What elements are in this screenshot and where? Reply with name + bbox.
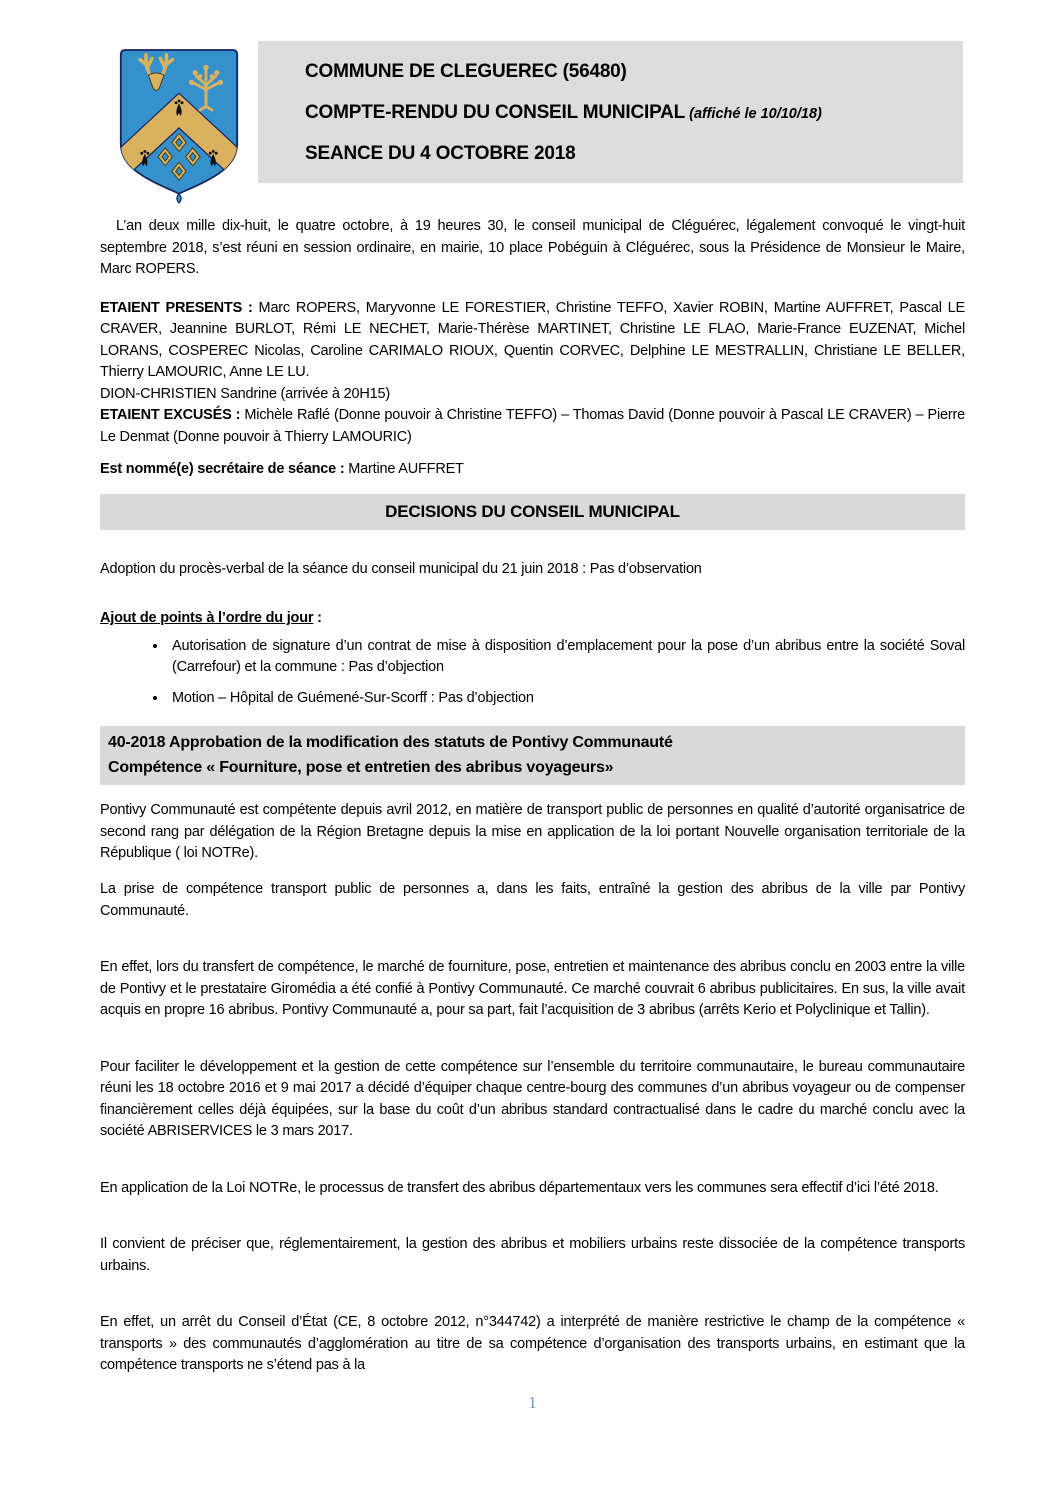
- body-paragraph: La prise de compétence transport public de personnes a, dans les faits, entraîné la gestion des abribus de la ville par Pontivy Communauté.: [100, 881, 965, 919]
- session-date: SEANCE DU 4 OCTOBRE 2018: [305, 143, 576, 164]
- adoption-line: Adoption du procès-verbal de la séance du conseil municipal du 21 juin 2018 : Pas d’observation: [100, 560, 702, 577]
- document-title-box: [258, 41, 963, 183]
- late-arrival-note: DION-CHRISTIEN Sandrine (arrivée à 20H15): [100, 385, 390, 402]
- excused-label: ETAIENT EXCUSÉS :: [100, 407, 241, 423]
- agenda-item: • Motion – Hôpital de Guémené-Sur-Scorff : Pas d’objection: [168, 688, 965, 710]
- agenda-item: • Autorisation de signature d’un contrat de mise à disposition d’emplacement pour la pose d’un abribus entre la société Soval (Carrefour) et la commune : Pas d’objection: [168, 636, 965, 679]
- deliberation-heading: [100, 726, 965, 785]
- deliberation-heading-line2: Compétence « Fourniture, pose et entretien des abribus voyageurs»: [108, 759, 614, 776]
- body-paragraph: Pour faciliter le développement et la gestion de cette compétence sur l’ensemble du territoire communautaire, le bureau communautaire réuni les 18 octobre 2016 et 9 mai 2017 a décidé d’équiper chaque centre-bourg des communes d’un abribus voyageur ou de compenser financièrement celles déjà équipées, sur la base du coût d’un abribus standard contractualisé dans le cadre du marché conclu avec la société ABRISERVICES le 3 mars 2017.: [100, 1058, 965, 1139]
- present-list: [100, 298, 965, 384]
- body-paragraph: En effet, lors du transfert de compétence, le marché de fourniture, pose, entretien et maintenance des abribus conclu en 2003 entre la ville de Pontivy et le prestataire Giromédia a été confié à Pontivy Communauté. Ce marché couvrait 6 abribus publicitaires. En sus, la ville avait acquis en propre 16 abribus. Pontivy Communauté a, pour sa part, fait l’acquisition de 3 abribus (arrêts Kerio et Polyclinique et Tallin).: [100, 959, 965, 1018]
- report-title-main: COMPTE-RENDU DU CONSEIL MUNICIPAL: [305, 102, 686, 123]
- body-paragraph: En effet, un arrêt du Conseil d’État (CE, 8 octobre 2012, n°344742) a interprété de manière restrictive le champ de la compétence « transports » des communautés d’agglomération au titre de sa compétence d’organisation des transports urbains, en estimant que la compétence transports ne s’étend pas à la: [100, 1314, 965, 1373]
- present-label: ETAIENT PRESENTS :: [100, 299, 253, 316]
- body-paragraph: En application de la Loi NOTRe, le processus de transfert des abribus départementaux vers les communes sera effectif d’ici l’été 2018.: [100, 1179, 939, 1196]
- attendance-block: [100, 298, 965, 449]
- secretary-label: Est nommé(e) secrétaire de séance :: [100, 461, 345, 477]
- agenda-list: [100, 636, 965, 710]
- decisions-banner: DECISIONS DU CONSEIL MUNICIPAL: [100, 494, 965, 530]
- secretary-line: [100, 459, 965, 481]
- present-names: Marc ROPERS, Maryvonne LE FORESTIER, Christine TEFFO, Xavier ROBIN, Martine AUFFRET, Pascal LE CRAVER, Jeannine BURLOT, Rémi LE NECHET, Marie-Thérèse MARTINET, Christine LE FLAO, Marie-France EUZENAT, Michel LORANS, COSPEREC Nicolas, Caroline CARIMALO RIOUX, Quentin CORVEC, Delphine LE MESTRALLIN, Christiane LE BELLER, Thierry LAMOURIC, Anne LE LU.: [100, 299, 965, 380]
- secretary-name: Martine AUFFRET: [344, 461, 464, 477]
- commune-title: COMMUNE DE CLEGUEREC (56480): [305, 61, 627, 82]
- report-title: [305, 102, 947, 124]
- body-paragraph: Pontivy Communauté est compétente depuis avril 2012, en matière de transport public de personnes en qualité d’autorité organisatrice de second rang par délégation de la Région Bretagne depuis la mise en application de la loi portant Nouvelle organisation territoriale de la République ( loi NOTRe).: [100, 802, 965, 861]
- posted-date-note: (affiché le 10/10/18): [685, 106, 822, 122]
- agenda-heading-colon: :: [313, 610, 322, 626]
- agenda-heading-text: Ajout de points à l’ordre du jour: [100, 610, 314, 626]
- deliberation-heading-line1: 40-2018 Approbation de la modification des statuts de Pontivy Communauté: [108, 734, 673, 751]
- intro-paragraph: L’an deux mille dix-huit, le quatre octobre, à 19 heures 30, le conseil municipal de Cléguérec, légalement convoqué le vingt-huit septembre 2018, s’est réuni en session ordinaire, en mairie, 10 place Pobéguin à Cléguérec, sous la Présidence de Monsieur le Maire, Marc ROPERS.: [100, 218, 965, 277]
- excused-names: Michèle Raflé (Donne pouvoir à Christine TEFFO) – Thomas David (Donne pouvoir à Pascal LE CRAVER) – Pierre Le Denmat (Donne pouvoir à Thierry LAMOURIC): [100, 407, 965, 445]
- page-number: 1: [528, 1392, 537, 1412]
- excused-list: [100, 405, 965, 448]
- commune-crest-icon: [116, 44, 242, 206]
- body-paragraph: Il convient de préciser que, réglementairement, la gestion des abribus et mobiliers urbains reste dissociée de la compétence transports urbains.: [100, 1236, 965, 1274]
- agenda-heading: [100, 608, 965, 630]
